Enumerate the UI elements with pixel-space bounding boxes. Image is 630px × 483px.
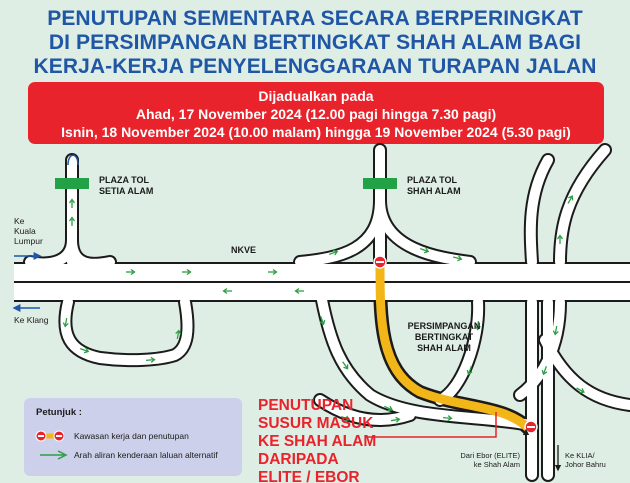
highway-label: NKVE bbox=[231, 245, 257, 255]
title-line-3: KERJA-KERJA PENYELENGGARAAN TURAPAN JALAN bbox=[33, 55, 597, 78]
toll-shah-alam-label bbox=[407, 175, 461, 197]
closure-line-2: SUSUR MASUK bbox=[258, 415, 374, 432]
closure-marker-south bbox=[525, 421, 537, 433]
toll-shah-alam-line-2: SHAH ALAM bbox=[407, 186, 461, 196]
toll-setia-alam-line-1: PLAZA TOL bbox=[99, 175, 149, 185]
to-kl-line-2: Kuala bbox=[14, 226, 36, 236]
toll-setia-alam-label bbox=[99, 175, 153, 197]
from-ebor-line-2: ke Shah Alam bbox=[473, 460, 520, 469]
legend-detour-label: Arah aliran kenderaan laluan alternatif bbox=[74, 450, 218, 460]
schedule-heading: Dijadualkan pada bbox=[258, 88, 374, 104]
legend-title: Petunjuk : bbox=[36, 407, 82, 418]
to-klia-line-1: Ke KLIA/ bbox=[565, 451, 595, 460]
closure-line-3: KE SHAH ALAM bbox=[258, 433, 377, 450]
to-kl-line-3: Lumpur bbox=[14, 236, 43, 246]
toll-shah-alam-line-1: PLAZA TOL bbox=[407, 175, 457, 185]
interchange-line-2: BERTINGKAT bbox=[414, 332, 474, 342]
toll-plaza-setia-alam-marker bbox=[55, 178, 89, 189]
closure-line-4: DARIPADA bbox=[258, 451, 339, 468]
toll-setia-alam-line-2: SETIA ALAM bbox=[99, 186, 154, 196]
from-ebor-line-1: Dari Ebor (ELITE) bbox=[460, 451, 520, 460]
closure-line-5: ELITE / EBOR bbox=[258, 469, 360, 483]
to-klang-label: Ke Klang bbox=[14, 315, 49, 325]
interchange-line-1: PERSIMPANGAN bbox=[407, 321, 481, 331]
schedule-date-1: Ahad, 17 November 2024 (12.00 pagi hingga 7.30 pagi) bbox=[135, 106, 497, 122]
legend-work-zone-label: Kawasan kerja dan penutupan bbox=[74, 431, 189, 441]
to-klia-line-2: Johor Bahru bbox=[565, 460, 606, 469]
closure-description bbox=[258, 397, 376, 483]
to-kuala-lumpur-label bbox=[14, 216, 43, 246]
closure-line-1: PENUTUPAN bbox=[258, 397, 354, 414]
to-klia-label bbox=[565, 451, 606, 469]
interchange-label bbox=[398, 321, 490, 354]
schedule-date-2: Isnin, 18 November 2024 (10.00 malam) hingga 19 November 2024 (5.30 pagi) bbox=[61, 124, 571, 140]
title-line-2: DI PERSIMPANGAN BERTINGKAT SHAH ALAM BAGI bbox=[48, 31, 582, 54]
interchange-line-3: SHAH ALAM bbox=[417, 343, 471, 353]
to-kl-line-1: Ke bbox=[14, 216, 25, 226]
legend-work-zone-overlay bbox=[24, 398, 64, 458]
title-line-1: PENUTUPAN SEMENTARA SECARA BERPERINGKAT bbox=[47, 7, 583, 30]
toll-plaza-shah-alam-marker bbox=[363, 178, 397, 189]
closure-marker-north bbox=[374, 256, 386, 268]
from-ebor-label bbox=[448, 451, 520, 469]
